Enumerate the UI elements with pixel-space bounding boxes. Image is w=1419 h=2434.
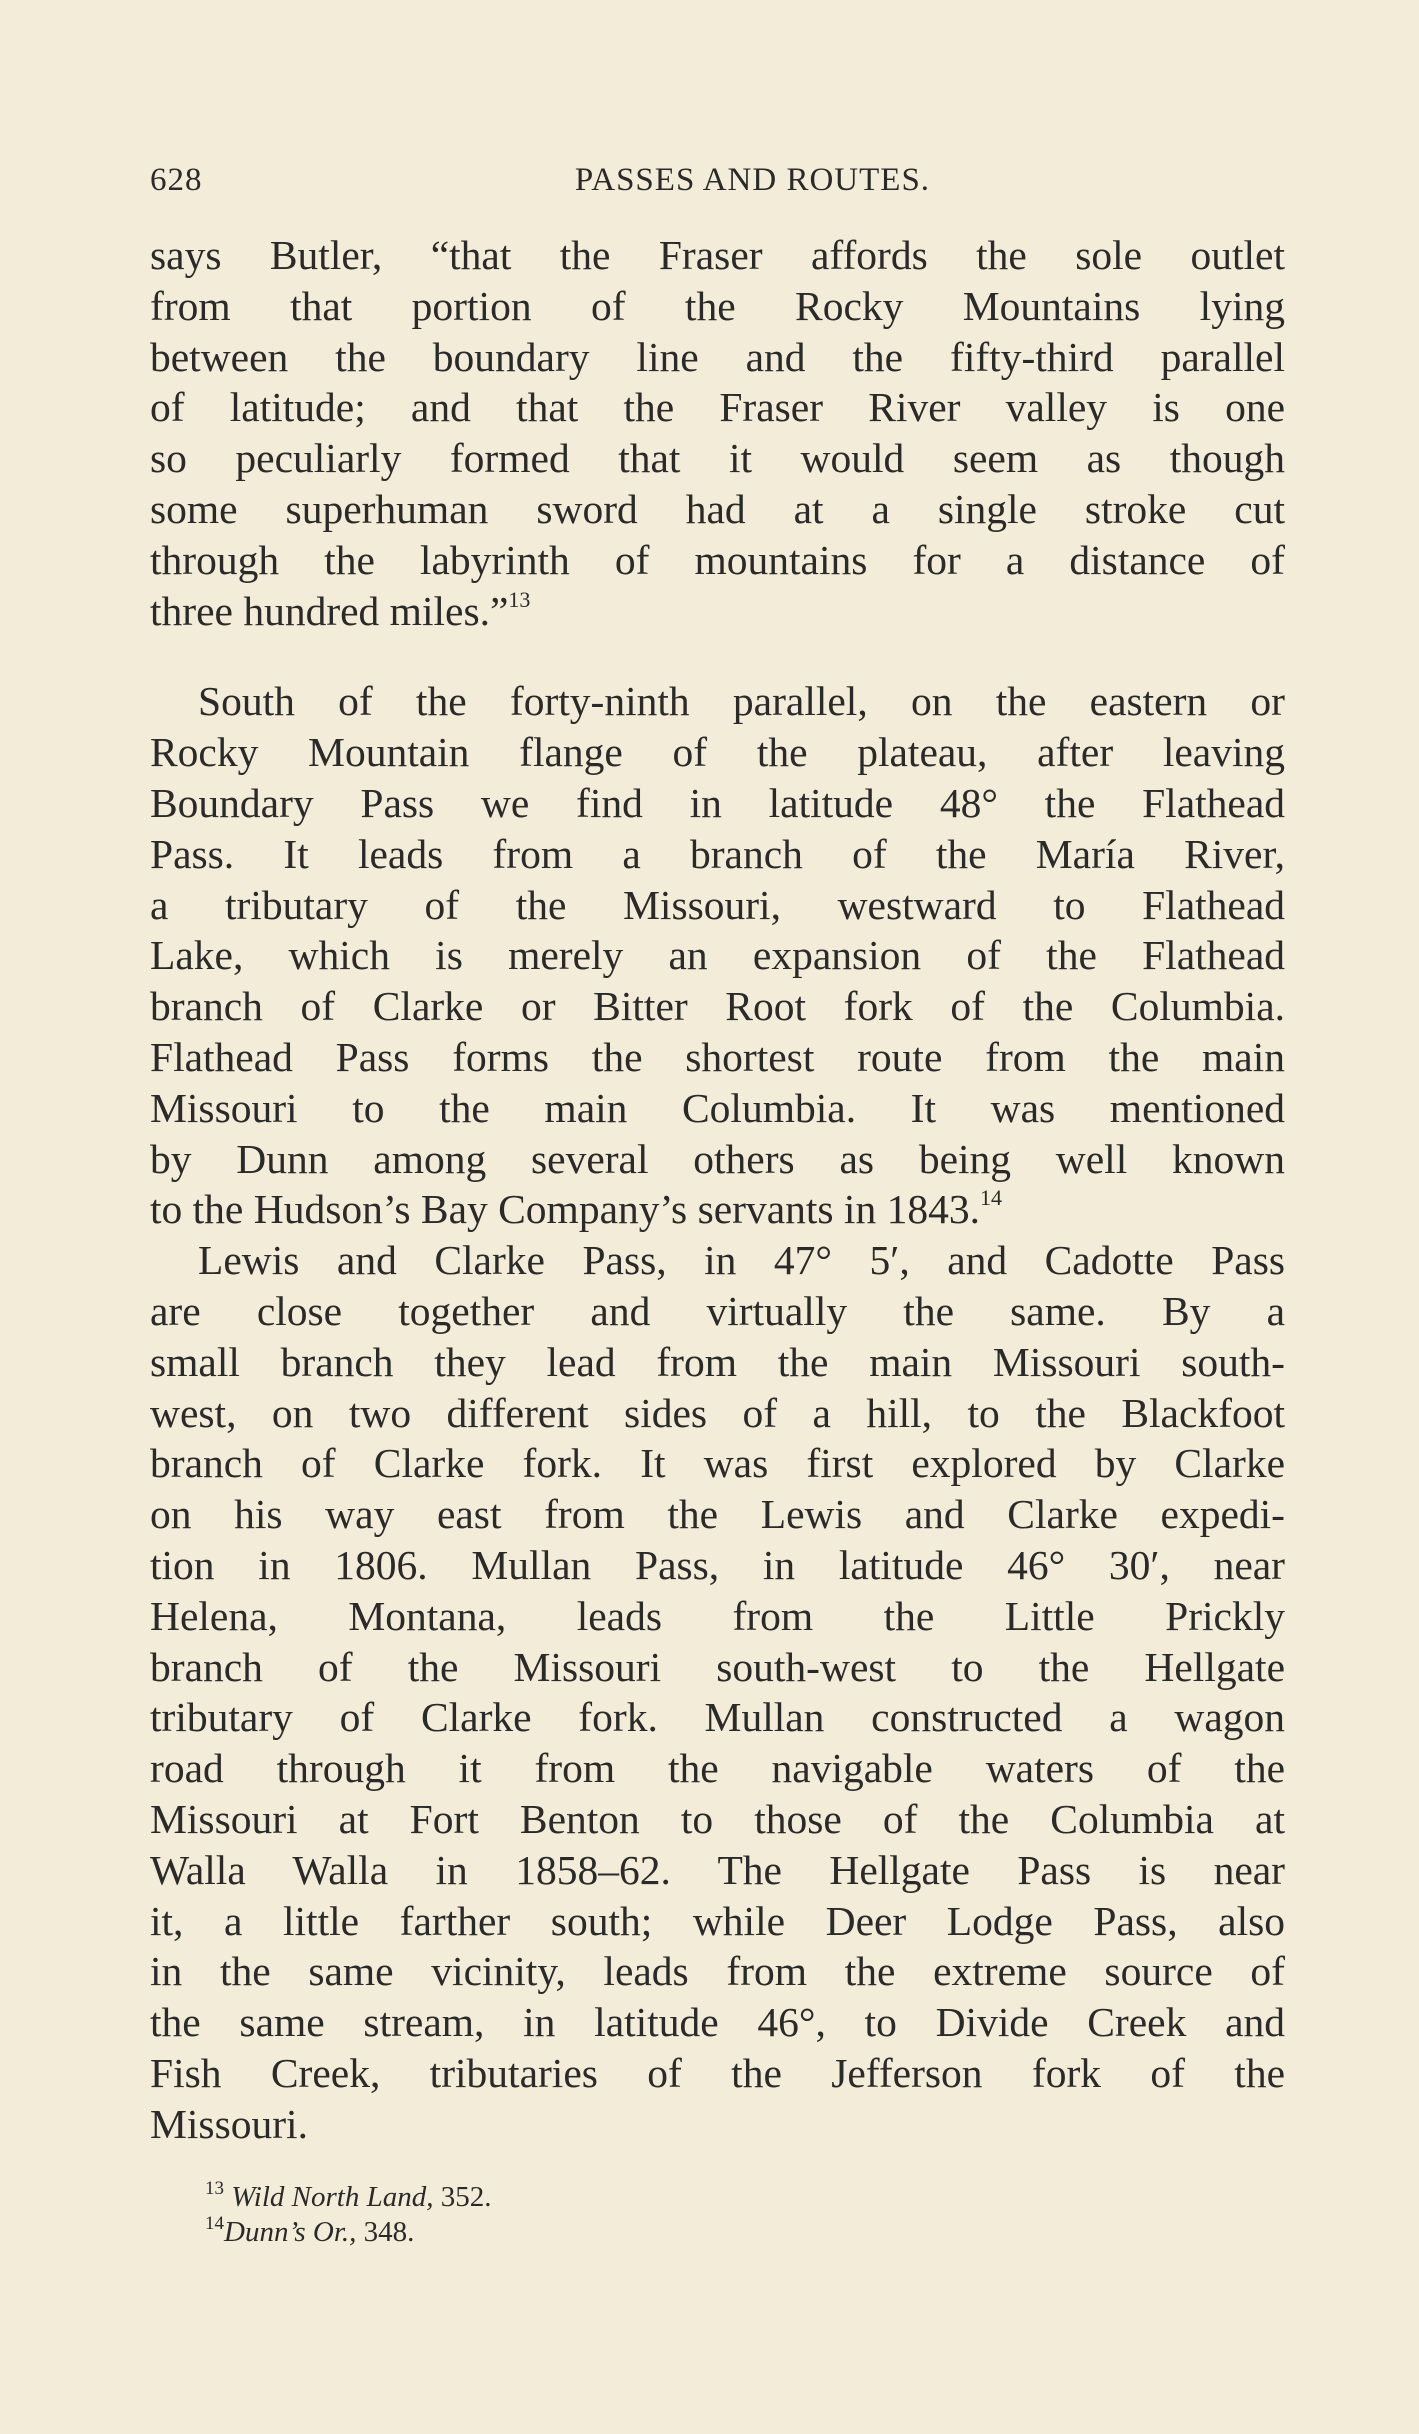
- text-line: Rocky Mountain flange of the plateau, after leaving: [150, 729, 1285, 776]
- text-line: Pass. It leads from a branch of the María River,: [150, 830, 1285, 877]
- text-line: tributary of Clarke fork. Mullan constructed a wagon: [150, 1694, 1285, 1741]
- text-line: Helena, Montana, leads from the Little Prickly: [150, 1592, 1285, 1639]
- text-line-last: [150, 586, 1285, 637]
- text-line-content: Missouri.: [150, 2100, 308, 2147]
- text-line: road through it from the navigable waters of the: [150, 1745, 1285, 1792]
- text-line: Fish Creek, tributaries of the Jefferson fork of the: [150, 2049, 1285, 2096]
- text-line: a tributary of the Missouri, westward to Flathead: [150, 881, 1285, 928]
- paragraph-3: [150, 1235, 1285, 2149]
- text-line: of latitude; and that the Fraser River valley is one: [150, 384, 1285, 431]
- text-line: Walla Walla in 1858–62. The Hellgate Pass is near: [150, 1846, 1285, 1893]
- running-title: PASSES AND ROUTES.: [574, 162, 931, 198]
- text-line: Flathead Pass forms the shortest route from the main: [150, 1033, 1285, 1080]
- text-line-last: [150, 1184, 1285, 1235]
- text-line: tion in 1806. Mullan Pass, in latitude 46° 30′, near: [150, 1541, 1285, 1588]
- text-line: some superhuman sword had at a single stroke cut: [150, 485, 1285, 532]
- running-head: [150, 162, 1285, 212]
- footnote-ref-14[interactable]: 14: [979, 1185, 1002, 1211]
- footnote-ref-13[interactable]: 13: [508, 586, 531, 612]
- footnote-number: 13: [205, 2178, 224, 2199]
- text-line: Lake, which is merely an expansion of the Flathead: [150, 932, 1285, 979]
- paragraph-2: [150, 676, 1285, 1235]
- text-line: so peculiarly formed that it would seem as though: [150, 435, 1285, 482]
- text-line: through the labyrinth of mountains for a distance of: [150, 536, 1285, 583]
- text-line-content: three hundred miles.”: [150, 587, 509, 634]
- body-text: [150, 230, 1285, 2149]
- footnote-title: Dunn’s Or.,: [224, 2216, 357, 2248]
- footnote-13: [205, 2180, 805, 2215]
- text-line: by Dunn among several others as being well known: [150, 1135, 1285, 1182]
- text-line: between the boundary line and the fifty-third parallel: [150, 333, 1285, 380]
- footnotes: [205, 2180, 805, 2250]
- text-line: Missouri to the main Columbia. It was mentioned: [150, 1084, 1285, 1131]
- text-line: west, on two different sides of a hill, to the Blackfoot: [150, 1389, 1285, 1436]
- text-line: on his way east from the Lewis and Clarke expedi-: [150, 1491, 1285, 1538]
- text-line-content: to the Hudson’s Bay Company’s servants in 1843.: [150, 1186, 980, 1233]
- footnote-number: 14: [205, 2213, 224, 2234]
- text-line: the same stream, in latitude 46°, to Divide Creek and: [150, 1999, 1285, 2046]
- text-line-last: [150, 2099, 1285, 2150]
- text-line: Lewis and Clarke Pass, in 47° 5′, and Cadotte Pass: [198, 1237, 1285, 1284]
- text-line: branch of Clarke or Bitter Root fork of the Columbia.: [150, 983, 1285, 1030]
- text-line: Missouri at Fort Benton to those of the Columbia at: [150, 1795, 1285, 1842]
- text-line: South of the forty-ninth parallel, on the eastern or: [198, 678, 1285, 725]
- paragraph-1: [150, 230, 1285, 636]
- paragraph-gap: [150, 636, 1285, 676]
- footnote-14: [205, 2215, 805, 2250]
- text-line: from that portion of the Rocky Mountains lying: [150, 282, 1285, 329]
- text-line: Boundary Pass we find in latitude 48° the Flathead: [150, 779, 1285, 826]
- text-line: small branch they lead from the main Missouri south-: [150, 1338, 1285, 1385]
- text-line: it, a little farther south; while Deer Lodge Pass, also: [150, 1897, 1285, 1944]
- text-line: says Butler, “that the Fraser affords the sole outlet: [150, 232, 1285, 278]
- text-line: in the same vicinity, leads from the extreme source of: [150, 1948, 1285, 1995]
- footnote-page: 348.: [356, 2216, 415, 2248]
- footnote-page: 352.: [433, 2181, 492, 2213]
- footnote-title: Wild North Land,: [231, 2181, 434, 2213]
- page-number: 628: [150, 162, 203, 198]
- text-line: branch of the Missouri south-west to the Hellgate: [150, 1643, 1285, 1690]
- text-line: branch of Clarke fork. It was first explored by Clarke: [150, 1440, 1285, 1487]
- text-line: are close together and virtually the same. By a: [150, 1287, 1285, 1334]
